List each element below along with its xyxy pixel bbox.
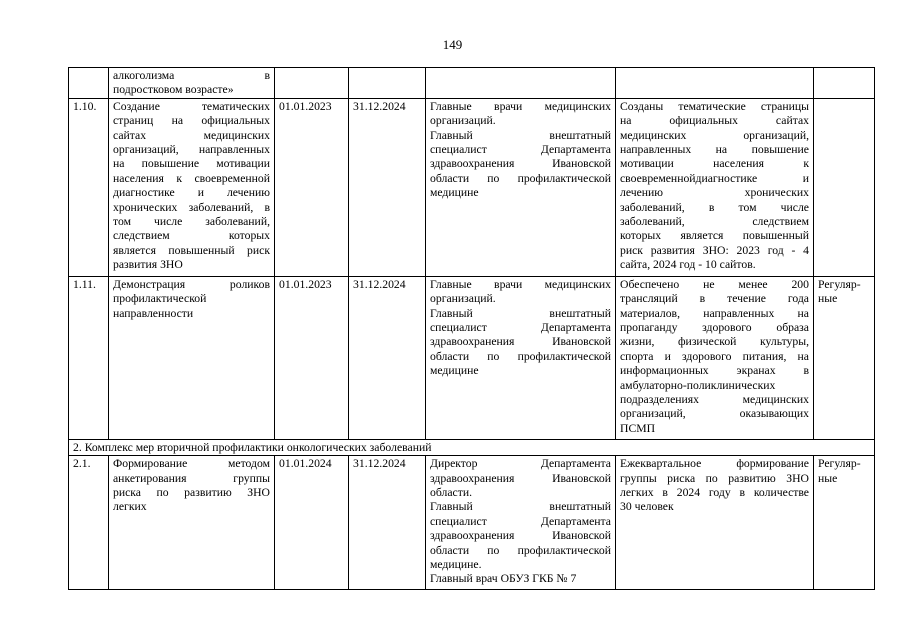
result-cell — [616, 98, 814, 276]
measure-name-line: легких — [113, 500, 147, 514]
responsible-cell-line: Главные врачи медицинских — [430, 99, 611, 113]
result-cell-line: сайта, 2024 год - 10 сайтов. — [620, 258, 756, 272]
measure-name-line: развития ЗНО — [113, 258, 183, 272]
responsible-cell-line: области по профилактической — [430, 543, 611, 557]
result-cell-line: подразделениях медицинских — [620, 393, 809, 407]
end-date — [349, 68, 426, 99]
start-date: 01.01.2023 — [275, 98, 349, 276]
plan-table — [68, 67, 875, 590]
result-cell-line: 30 человек — [620, 500, 674, 514]
responsible-cell-line: медицине — [430, 364, 479, 378]
measure-name — [109, 98, 275, 276]
measure-name-line: анкетирования группы — [113, 471, 270, 485]
period-cell — [814, 98, 875, 276]
responsible-cell-line: Главные врачи медицинских — [430, 277, 611, 291]
section-heading: 2. Комплекс мер вторичной профилактики онкологических заболеваний — [69, 439, 875, 455]
measure-name-line: направленности — [113, 306, 194, 320]
result-cell-line: легких в 2024 году в количестве — [620, 486, 809, 500]
result-cell-line: организаций, оказывающих — [620, 407, 809, 421]
table-row — [69, 98, 875, 276]
measure-name-line: хронических заболеваний, в — [113, 200, 270, 214]
responsible-cell-line: области по профилактической — [430, 349, 611, 363]
start-date: 01.01.2024 — [275, 456, 349, 590]
measure-name-line: подростковом возрасте» — [113, 83, 234, 97]
table-row — [69, 456, 875, 590]
result-cell-line: заболеваний, следствием — [620, 215, 809, 229]
measure-name-line: Формирование методом — [113, 457, 270, 471]
period-cell — [814, 276, 875, 439]
responsible-cell-line: организаций. — [430, 292, 496, 306]
end-date: 31.12.2024 — [349, 456, 426, 590]
measure-name-line: страниц на официальных — [113, 114, 270, 128]
result-cell-line: заболеваний, в том числе — [620, 200, 809, 214]
responsible-cell-line: здравоохранения Ивановской — [430, 157, 611, 171]
measure-name-line: является повышенный риск — [113, 243, 270, 257]
item-number: 1.11. — [69, 276, 109, 439]
result-cell-line: спорта и здорового питания, на — [620, 349, 809, 363]
item-number: 1.10. — [69, 98, 109, 276]
responsible-cell-line: Главный врач ОБУЗ ГКБ № 7 — [430, 572, 577, 586]
result-cell — [616, 456, 814, 590]
measure-name-line: населения к своевременной — [113, 171, 270, 185]
responsible-cell-line: здравоохранения Ивановской — [430, 529, 611, 543]
result-cell — [616, 276, 814, 439]
responsible-cell-line: Главный внештатный — [430, 306, 611, 320]
responsible-cell — [426, 276, 616, 439]
measure-name-line: риска по развитию ЗНО — [113, 486, 270, 500]
end-date: 31.12.2024 — [349, 276, 426, 439]
period-cell-line: ные — [818, 292, 838, 306]
end-date: 31.12.2024 — [349, 98, 426, 276]
responsible-cell-line: области. — [430, 486, 472, 500]
result-cell-line: материалов, направленных на — [620, 306, 809, 320]
page-number: 149 — [442, 37, 463, 52]
responsible-cell — [426, 456, 616, 590]
responsible-cell-line: Директор Департамента — [430, 457, 611, 471]
period-cell-line: Регуляр- — [818, 457, 861, 471]
table-row — [69, 68, 875, 99]
table-body — [69, 68, 875, 590]
result-cell-line: жизни, физической культуры, — [620, 335, 809, 349]
responsible-cell-line: специалист Департамента — [430, 321, 611, 335]
result-cell-line: направленных на повышение — [620, 143, 809, 157]
item-number — [69, 68, 109, 99]
measure-name-line: Демонстрация роликов — [113, 277, 270, 291]
result-cell-line: пропаганду здорового образа — [620, 321, 809, 335]
result-cell-line: мотивации населения к — [620, 157, 809, 171]
measure-name-line: профилактической — [113, 292, 207, 306]
result-cell-line: амбулаторно-поликлинических — [620, 378, 776, 392]
measure-name — [109, 456, 275, 590]
responsible-cell-line: здравоохранения Ивановской — [430, 335, 611, 349]
result-cell-line: трансляций в течение года — [620, 292, 809, 306]
result-cell-line: риск развития ЗНО: 2023 год - 4 — [620, 243, 809, 257]
measure-name-line: диагностике и лечению — [113, 186, 270, 200]
start-date — [275, 68, 349, 99]
responsible-cell-line: медицине — [430, 186, 479, 200]
responsible-cell-line: здравоохранения Ивановской — [430, 471, 611, 485]
result-cell-line: Обеспечено не менее 200 — [620, 277, 809, 291]
result-cell-line: информационных экранах в — [620, 364, 809, 378]
result-cell-line: лечению хронических — [620, 186, 809, 200]
period-cell — [814, 68, 875, 99]
measure-name-line: сайтах медицинских — [113, 128, 270, 142]
measure-name-line: том числе заболеваний, — [113, 215, 270, 229]
responsible-cell-line: Главный внештатный — [430, 128, 611, 142]
responsible-cell-line: специалист Департамента — [430, 143, 611, 157]
period-cell — [814, 456, 875, 590]
measure-name-line: Создание тематических — [113, 99, 270, 113]
measure-name-line: следствием которых — [113, 229, 270, 243]
responsible-cell-line: специалист Департамента — [430, 514, 611, 528]
item-number: 2.1. — [69, 456, 109, 590]
responsible-cell — [426, 68, 616, 99]
section-row — [69, 439, 875, 455]
responsible-cell-line: области по профилактической — [430, 171, 611, 185]
result-cell-line: которых является повышенный — [620, 229, 809, 243]
measure-name-line: организаций, направленных — [113, 143, 270, 157]
measure-name-line: на повышение мотивации — [113, 157, 270, 171]
result-cell-line: Ежеквартальное формирование — [620, 457, 809, 471]
result-cell — [616, 68, 814, 99]
responsible-cell-line: организаций. — [430, 114, 496, 128]
result-cell-line: медицинских организаций, — [620, 128, 809, 142]
responsible-cell — [426, 98, 616, 276]
measure-name — [109, 276, 275, 439]
period-cell-line: ные — [818, 471, 838, 485]
start-date: 01.01.2023 — [275, 276, 349, 439]
measure-name — [109, 68, 275, 99]
responsible-cell-line: медицине. — [430, 558, 482, 572]
measure-name-line: алкоголизма в — [113, 69, 270, 82]
result-cell-line: ПСМП — [620, 421, 656, 435]
table-row — [69, 276, 875, 439]
responsible-cell-line: Главный внештатный — [430, 500, 611, 514]
period-cell-line: Регуляр- — [818, 277, 861, 291]
result-cell-line: группы риска по развитию ЗНО — [620, 471, 809, 485]
result-cell-line: Созданы тематические страницы — [620, 99, 809, 113]
result-cell-line: своевременнойдиагностике и — [620, 171, 809, 185]
result-cell-line: на официальных сайтах — [620, 114, 809, 128]
